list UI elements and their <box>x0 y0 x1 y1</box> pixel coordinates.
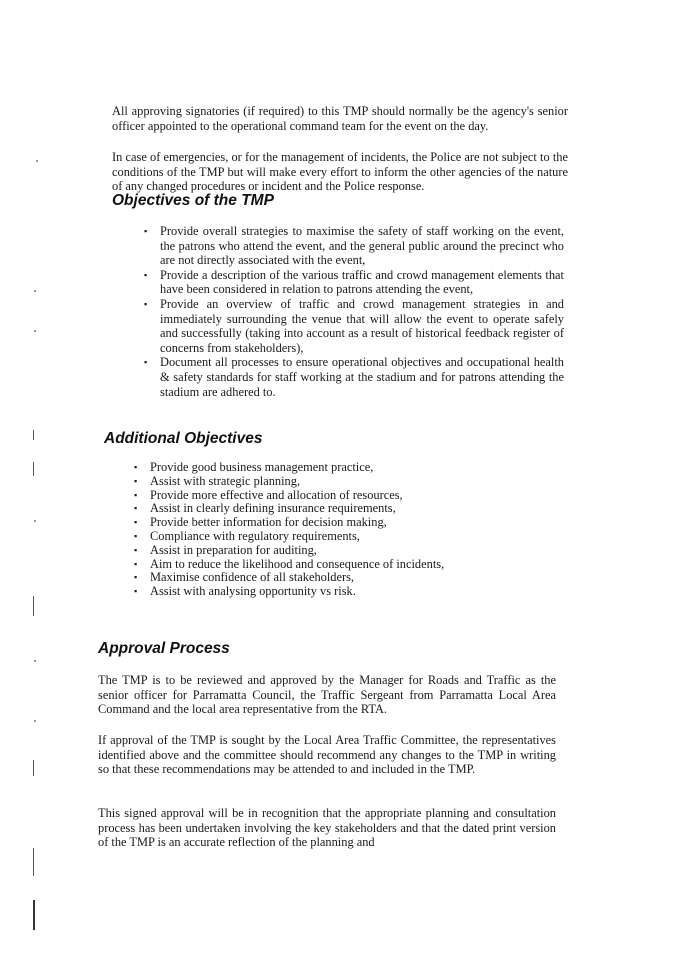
bullet-icon: ▪ <box>134 586 138 597</box>
scan-speck <box>34 660 36 662</box>
intro-paragraph-signatories: All approving signatories (if required) to this TMP should normally be the agency's senior officer appointed to the operational command team for the event on the day. <box>112 104 568 133</box>
scan-edge-mark <box>33 462 34 476</box>
bullet-icon: ▪ <box>134 530 138 541</box>
bullet-icon: ▪ <box>134 489 138 500</box>
list-item: ▪ Assist with analysing opportunity vs risk. <box>134 584 356 599</box>
bullet-icon: ▪ <box>144 226 148 236</box>
scan-speck <box>34 330 36 332</box>
scan-edge-mark <box>33 900 35 930</box>
scan-speck <box>34 720 36 722</box>
bullet-icon: ▪ <box>134 544 138 555</box>
list-item: ▪ Provide good business management practice, <box>134 460 374 474</box>
additional-objectives-list <box>132 461 532 599</box>
list-item: ▪ Maximise confidence of all stakeholders, <box>134 570 355 585</box>
bullet-icon: ▪ <box>134 517 138 528</box>
scan-edge-mark <box>33 430 34 440</box>
list-item: ▪ Assist with strategic planning, <box>134 473 301 488</box>
bullet-icon: ▪ <box>134 572 138 583</box>
bullet-icon: ▪ <box>134 558 138 569</box>
list-item: ▪ Compliance with regulatory requirements, <box>134 528 360 543</box>
bullet-icon: ▪ <box>134 462 138 472</box>
additional-objectives-heading: Additional Objectives <box>104 430 263 447</box>
intro-paragraph-emergencies: In case of emergencies, or for the management of incidents, the Police are not subject to the conditions of the TMP but will make every effort to inform the other agencies of the nature of any changed procedures or incident and the Police response. <box>112 150 568 194</box>
bullet-icon: ▪ <box>134 503 138 514</box>
list-item: ▪ Provide an overview of traffic and crowd management strategies in and immediately surrounding the venue that will allow the event to operate safely and successfully (taking into account as a result of historical feedback register of concerns from stakeholders), <box>144 296 564 355</box>
list-item: ▪ Provide overall strategies to maximise the safety of staff working on the event, the patrons who attend the event, and the general public around the precinct who are not directly associated with the event, <box>144 224 564 268</box>
approval-paragraph-signed: This signed approval will be in recognition that the appropriate planning and consultation process has been undertaken involving the key stakeholders and that the dated print version of the TMP is an accurate reflection of the planning and <box>98 806 556 850</box>
bullet-icon: ▪ <box>134 475 138 486</box>
scan-edge-mark <box>33 596 34 616</box>
list-item: ▪ Provide a description of the various traffic and crowd management elements that have been considered in relation to patrons attending the event, <box>144 267 564 297</box>
objectives-list <box>142 224 564 399</box>
list-item: ▪ Assist in clearly defining insurance requirements, <box>134 501 396 516</box>
objectives-heading: Objectives of the TMP <box>112 192 274 209</box>
approval-process-heading: Approval Process <box>98 640 230 657</box>
scan-edge-mark <box>33 848 34 876</box>
approval-paragraph-review: The TMP is to be reviewed and approved by the Manager for Roads and Traffic as the senior officer for Parramatta Council, the Traffic Sergeant from Parramatta Local Area Command and the local area representative from the RTA. <box>98 673 556 717</box>
scan-speck <box>34 290 36 292</box>
list-item: ▪ Assist in preparation for auditing, <box>134 542 317 557</box>
scan-speck <box>36 160 38 162</box>
bullet-icon: ▪ <box>144 357 148 368</box>
list-item: ▪ Provide more effective and allocation of resources, <box>134 487 403 502</box>
list-item: ▪ Provide better information for decision making, <box>134 515 387 530</box>
list-item: ▪ Document all processes to ensure operational objectives and occupational health & safety standards for staff working at the stadium and for patrons attending the stadium are adhered to. <box>144 355 564 399</box>
bullet-icon: ▪ <box>144 298 148 309</box>
list-item: ▪ Aim to reduce the likelihood and consequence of incidents, <box>134 556 445 571</box>
approval-paragraph-committee: If approval of the TMP is sought by the Local Area Traffic Committee, the representatives identified above and the committee should recommend any changes to the TMP in writing so that these recommendations may be attended to and included in the TMP. <box>98 733 556 777</box>
bullet-icon: ▪ <box>144 269 148 280</box>
scan-edge-mark <box>33 760 34 776</box>
scan-speck <box>34 520 36 522</box>
